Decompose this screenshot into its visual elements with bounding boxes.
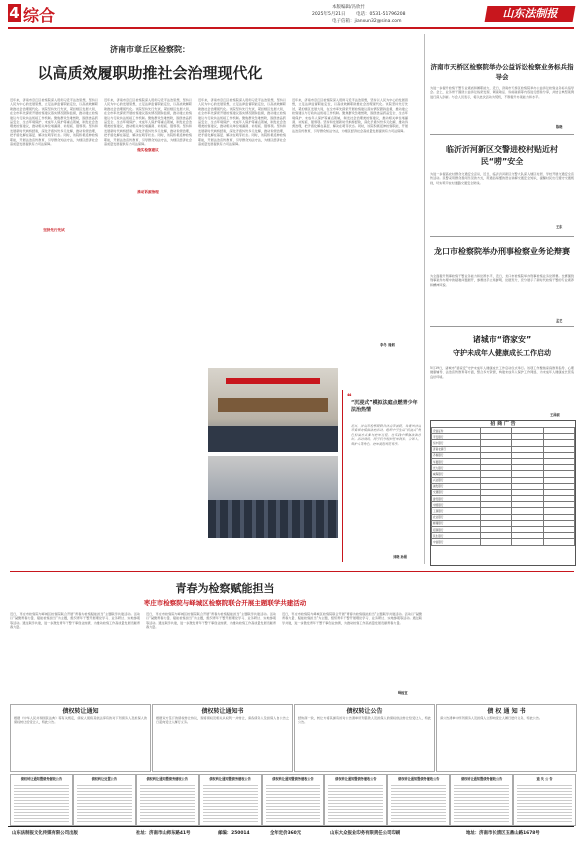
notice-text-lines	[140, 783, 195, 823]
lead-body-col3: 近年来，济南市章丘区检察院深入贯彻习近平法治思想，坚持以人民为中心的发展思想，立足法律监督职能定位，以高质效履职助推社会治理现代化。该院坚持先行先试，紧扣辖区发展大局，在全市率先探索开展检察建议落实情况跟踪监督，推动建立检察建议与行政执法衔接工作机制。聚焦群众急难愁盼，围绕食品药品安全、生态环境保护、未成年人保护等重点领域，制发社会治理类检察建议，推动相关单位堵漏洞、补短板、强弱项。坚持和发展新时代枫桥经验，深化矛盾纠纷多元化解，推动诉源治理，把矛盾化解在基层、解决在萌芽状态。同时，该院积极延伸检察职能，开展法治宣传教育，引导群众知法守法，为辖区经济社会高质量发展提供有力司法保障。	[198, 98, 286, 147]
notice-body: 根据《中华人民共和国民法典》等有关规定，债权人现将其依法享有的对下列债务人及担保人的债权转让给受让人，特此公告。	[14, 716, 147, 725]
classroom-photo	[208, 456, 338, 538]
right-mid3-byline: 王昌硕	[550, 413, 560, 417]
right-top-title: 济南市天桥区检察院举办公益诉讼检察业务标兵指导会	[430, 63, 574, 81]
youth-rule	[10, 571, 574, 572]
lead-byline: 李冬 周炳	[380, 343, 395, 347]
finance-row-label: 光大银行	[432, 465, 481, 471]
footer-bar	[8, 826, 574, 839]
footer-publisher: 山东法制报文化传媒有限公司出版	[12, 831, 78, 836]
notice-title: 债权转让通知暨债务催收公告	[335, 777, 377, 781]
finance-row-label: 招商银行	[432, 527, 481, 533]
notice-title: 债权转让通知暨债务催收公告	[398, 777, 440, 781]
right-mid2-title: 龙口市检察院举办刑事检察业务论辩赛	[434, 247, 570, 256]
notice-text-lines	[266, 783, 321, 823]
finance-row-label: 交通银行	[432, 489, 481, 495]
notice-title: 债权转让通知暨债务催收公告	[272, 777, 314, 781]
notice-box-small	[10, 774, 73, 826]
youth-body-col2: 近日，枣庄市检察院与峄城区检察院联合开展“青春为检察赋能担当”主题联学共建活动。活动以“凝聚青春力量、赋能检察担当”为主题，组织青年干警开展理论学习、业务研讨、实地参观等活动。通过联学共建，进一步激发青年干警干事创业热情，为推动检察工作高质量发展贡献青春力量。	[146, 612, 276, 630]
notice-box-small	[387, 774, 450, 826]
lead-kicker: 济南市章丘区检察院：	[110, 45, 190, 54]
notice-box-small	[513, 774, 576, 826]
notice-title: 债权转让通知暨债务催收公告	[146, 777, 188, 781]
finance-row-label: 民生银行	[432, 533, 481, 539]
right-top-byline: 陈晓	[556, 125, 563, 129]
feature-title: “沉浸式”模拟法庭点燃青少年法治热情	[351, 400, 418, 413]
page-number-badge: 4	[9, 4, 20, 22]
finance-row-label: 宏信证券	[432, 428, 481, 434]
notice-text-lines	[203, 783, 258, 823]
youth-headline: 青春为检察赋能担当	[175, 582, 275, 595]
notice-title: 债权转让公告	[346, 708, 383, 715]
notice-box-small	[324, 774, 387, 826]
notice-title: 债权转让通知书	[201, 708, 244, 715]
footer-price: 全年定价360元	[270, 831, 302, 836]
right-mid3-title-small: 诸城市“谘家安”	[472, 335, 532, 344]
notice-box-small	[450, 774, 513, 826]
section-title: 综合	[23, 6, 56, 25]
notice-box-small	[136, 774, 199, 826]
right-divider-3	[430, 326, 574, 327]
masthead-rule	[8, 27, 574, 29]
finance-row-label: 浦发银行	[432, 483, 481, 489]
right-mid3-body: 5月19日，诸城市“谘家安”守护未成年人健康成长工作启动仪式举行。该项工作聚焦家庭教育指导、心理健康辅导、法治宣传教育等方面，整合多方资源，构建未成年人保护工作网络，为未成年人健康成长营造良好环境。	[430, 366, 574, 379]
feature-byline: 刘晓 孙娟	[393, 555, 407, 559]
right-mid1-title: 临沂沂河新区交警进校村贴近村民“唠”安全	[446, 145, 558, 166]
finance-cell	[543, 539, 574, 545]
notice-title: 债权转让通知暨债务催收公告	[209, 777, 251, 781]
finance-row-label: 威海银行	[432, 471, 481, 477]
finance-row-label: 恒丰银行	[432, 440, 481, 446]
column-divider	[424, 34, 425, 564]
right-top-body: 为进一步提升检察干警专业素质和履职能力，近日，济南市天桥区检察院举办公益诉讼检察业务标兵指导会。会上，业务骨干围绕公益诉讼线索发现、调查取证、诉前磋商等内容进行经验分享，并结合典型案例进行深入剖析。与会人员表示，将以此次活动为契机，不断提升办案能力和水平。	[430, 86, 574, 99]
feature-body: 近日，济南市检察院联合济南市法院、共青团济南市委举办模拟法庭活动，组织中学生以“沉浸式”角色扮演方式参与庭审过程，在实践中增强法治意识。活动现场，同学们分别担任审判长、公诉人、辩护人等角色，庭审流程规范有序。	[351, 424, 421, 446]
right-mid1-byline: 王东	[556, 225, 563, 229]
right-divider-1	[430, 134, 574, 135]
finance-row-label: 平安银行	[432, 434, 481, 440]
youth-byline: 峄检宣	[398, 691, 408, 695]
finance-row-label: 中信银行	[432, 539, 481, 545]
finance-row-label: 建设银行	[432, 496, 481, 502]
finance-cell	[480, 539, 511, 545]
youth-body-col1: 近日，枣庄市检察院与峄城区检察院联合开展“青春为检察赋能担当”主题联学共建活动。活动以“凝聚青春力量、赋能检察担当”为主题，组织青年干警开展理论学习、业务研讨、实地参观等活动。通过联学共建，进一步激发青年干警干事创业热情，为推动检察工作高质量发展贡献青春力量。	[10, 612, 140, 630]
footer-printer: 山东大众报业印务有限责任公司印刷	[330, 831, 401, 836]
notice-body: 经协商一致，转让方将其拥有的对公告清单所列借款人及担保人的债权依法转让给受让人，特此公告。	[298, 716, 431, 725]
finance-row-label: 济南农商行	[432, 446, 481, 452]
notice-title: 债权转让通知暨债务催收公告	[460, 777, 503, 781]
notice-title: 债 权 通 知 书	[487, 708, 526, 715]
photo-audience	[208, 426, 338, 452]
lead-body-col4: 近年来，济南市章丘区检察院深入贯彻习近平法治思想，坚持以人民为中心的发展思想，立足法律监督职能定位，以高质效履职助推社会治理现代化。该院坚持先行先试，紧扣辖区发展大局，在全市率先探索开展检察建议落实情况跟踪监督，推动建立检察建议与行政执法衔接工作机制。聚焦群众急难愁盼，围绕食品药品安全、生态环境保护、未成年人保护等重点领域，制发社会治理类检察建议，推动相关单位堵漏洞、补短板、强弱项。坚持和发展新时代枫桥经验，深化矛盾纠纷多元化解，推动诉源治理，把矛盾化解在基层、解决在萌芽状态。同时，该院积极延伸检察职能，开展法治宣传教育，引导群众知法守法，为辖区经济社会高质量发展提供有力司法保障。	[292, 98, 408, 133]
finance-row-label: 兴业银行	[432, 477, 481, 483]
notice-text-lines	[391, 783, 446, 823]
finance-row-label: 中国银行	[432, 502, 481, 508]
finance-row	[432, 539, 575, 545]
notice-title: 债权转让处置公告	[91, 777, 118, 781]
footer-address: 社址：济南市山师东路41号	[136, 831, 191, 836]
notice-box-small	[199, 774, 262, 826]
finance-row-label: 邮储银行	[432, 520, 481, 526]
footer-print-address: 地址：济南市长清区玉鼎山路1678号	[466, 831, 540, 836]
notice-box	[436, 704, 577, 772]
youth-subtitle: 枣庄市检察院与峄城区检察院联合开展主题联学共建活动	[143, 599, 307, 607]
notice-text-lines	[14, 783, 69, 823]
notice-box-small	[73, 774, 136, 826]
masthead	[0, 0, 580, 30]
finance-title: 招 商 广 告	[490, 421, 516, 427]
finance-row-label: 工商银行	[432, 508, 481, 514]
right-mid2-byline: 孟艺	[556, 319, 563, 323]
notice-text-lines	[77, 783, 132, 823]
finance-cell	[512, 539, 543, 545]
finance-row-label: 华夏银行	[432, 458, 481, 464]
notice-box	[10, 704, 151, 772]
right-mid3-title-big: 守护未成年人健康成长工作启动	[453, 349, 551, 357]
notice-box	[294, 704, 435, 772]
notice-text-lines	[328, 783, 383, 823]
newspaper-name: 山东法制报	[502, 7, 558, 20]
lead-subhead-1: 坚持先行先试	[43, 228, 65, 232]
newspaper-logo	[485, 6, 576, 22]
finance-box	[430, 420, 576, 566]
lead-body-col1: 近年来，济南市章丘区检察院深入贯彻习近平法治思想，坚持以人民为中心的发展思想，立足法律监督职能定位，以高质效履职助推社会治理现代化。该院坚持先行先试，紧扣辖区发展大局，在全市率先探索开展检察建议落实情况跟踪监督，推动建立检察建议与行政执法衔接工作机制。聚焦群众急难愁盼，围绕食品药品安全、生态环境保护、未成年人保护等重点领域，制发社会治理类检察建议，推动相关单位堵漏洞、补短板、强弱项。坚持和发展新时代枫桥经验，深化矛盾纠纷多元化解，推动诉源治理，把矛盾化解在基层、解决在萌芽状态。同时，该院积极延伸检察职能，开展法治宣传教育，引导群众知法守法，为辖区经济社会高质量发展提供有力司法保障。	[10, 98, 98, 147]
lead-subhead-3: 推动诉源治理	[137, 190, 159, 194]
notice-box-small	[262, 774, 325, 826]
feature-box	[342, 390, 423, 562]
right-divider-2	[430, 236, 574, 237]
notice-body: 根据双方签订的债权转让协议，现将债权及相关从权利一并转让，请各债务人及担保人自公告之日起向受让人履行义务。	[156, 716, 289, 725]
notice-box	[152, 704, 293, 772]
quote-icon: ❝	[347, 392, 352, 401]
notice-text-lines	[454, 783, 509, 823]
finance-table	[431, 427, 575, 546]
finance-row-label: 农业银行	[432, 514, 481, 520]
photo-students	[208, 500, 338, 538]
photo-banner	[226, 378, 320, 384]
notice-body: 请公告清单中所列债务人及担保人立即向受让人履行偿付义务，特此公告。	[440, 716, 543, 720]
notice-title: 遗 失 公 告	[536, 777, 553, 781]
lead-body-col2: 近年来，济南市章丘区检察院深入贯彻习近平法治思想，坚持以人民为中心的发展思想，立足法律监督职能定位，以高质效履职助推社会治理现代化。该院坚持先行先试，紧扣辖区发展大局，在全市率先探索开展检察建议落实情况跟踪监督，推动建立检察建议与行政执法衔接工作机制。聚焦群众急难愁盼，围绕食品药品安全、生态环境保护、未成年人保护等重点领域，制发社会治理类检察建议，推动相关单位堵漏洞、补短板、强弱项。坚持和发展新时代枫桥经验，深化矛盾纠纷多元化解，推动诉源治理，把矛盾化解在基层、解决在萌芽状态。同时，该院积极延伸检察职能，开展法治宣传教育，引导群众知法守法，为辖区经济社会高质量发展提供有力司法保障。	[104, 98, 192, 147]
notice-text-lines	[517, 783, 572, 823]
photo-bench	[218, 398, 328, 412]
lead-subhead-2: 做实检察建议	[137, 148, 159, 152]
notice-title: 债权转让通知暨债务催收公告	[20, 777, 63, 781]
date-line: 2025年5月21日	[312, 12, 346, 17]
footer-postcode: 邮编：250014	[218, 831, 250, 836]
youth-body-col3: 近日，枣庄市检察院与峄城区检察院联合开展“青春为检察赋能担当”主题联学共建活动。活动以“凝聚青春力量、赋能检察担当”为主题，组织青年干警开展理论学习、业务研讨、实地参观等活动。通过联学共建，进一步激发青年干警干事创业热情，为推动检察工作高质量发展贡献青春力量。	[282, 612, 422, 625]
lead-headline: 以高质效履职助推社会治理现代化	[37, 64, 263, 82]
courtroom-photo	[208, 368, 338, 452]
phone-line: 电话：0531-51796208	[356, 12, 406, 17]
email-line: 电子信箱：jianxun32@sina.com	[332, 19, 402, 24]
finance-row-label: 齐鲁银行	[432, 452, 481, 458]
right-mid1-body: 为进一步提高农村群众交通安全意识，近日，临沂沂河新区交警大队深入辖区村居、学校开展交通安全宣传活动。民警采用群众喜闻乐见的方式，用通俗易懂的语言讲解交通安全知识，提醒村民出行遵守交通规则，切实筑牢农村道路交通安全防线。	[430, 172, 574, 185]
right-mid2-body: 为全面提升刑事检察干警业务能力和论辩水平，近日，龙口市检察院举办刑事检察业务论辩赛。比赛围绕刑事案件办理中的疑难问题展开，参赛选手立场鲜明、论据充分，充分展示了新时代检察干警的专业素养和精神风貌。	[430, 274, 574, 287]
notice-title: 债权转让通知	[62, 708, 99, 715]
editor-line: 本版编辑/冯欣竹	[332, 5, 366, 10]
